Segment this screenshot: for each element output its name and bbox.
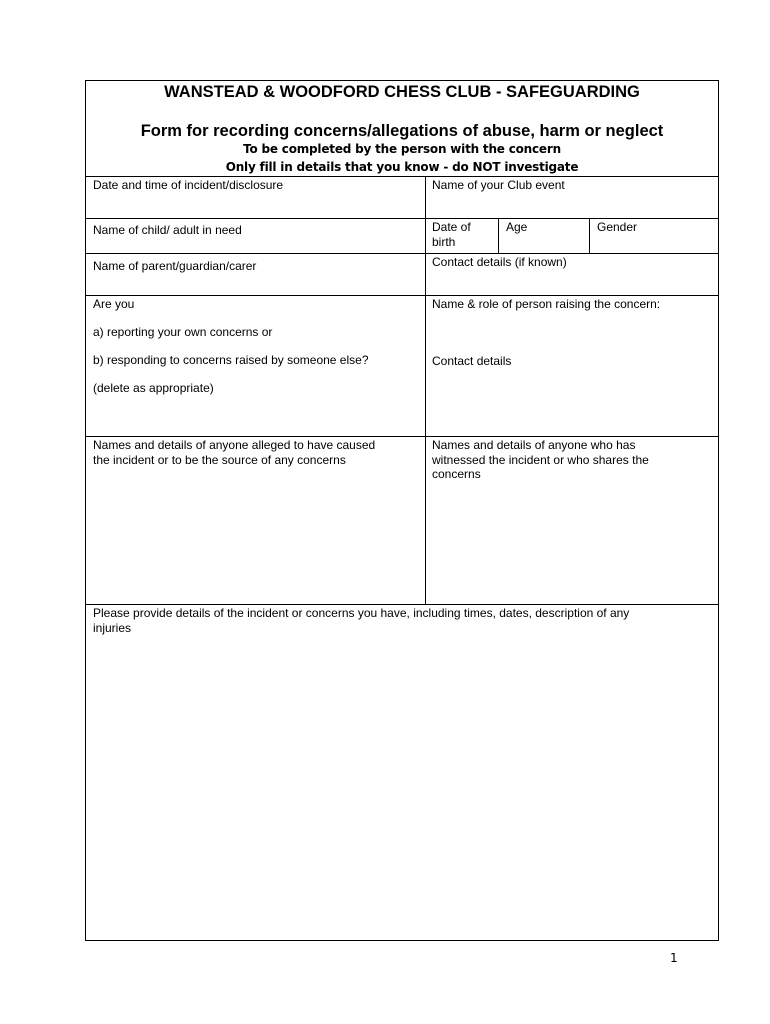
details-label-line1: Please provide details of the incident or concerns you have, including times, dates, description of any [93,606,630,620]
form-subtitle: Form for recording concerns/allegations of abuse, harm or neglect [140,122,664,140]
row-divider [86,253,718,254]
column-divider [498,218,499,253]
column-divider [589,218,590,253]
raiser-contact-field[interactable]: Contact details [432,354,512,368]
details-label-line2: injuries [93,620,132,635]
dob-label-line2: birth [432,234,456,249]
are-you-label: Are you [93,297,135,311]
parent-name-field[interactable]: Name of parent/guardian/carer [93,259,257,273]
instruction-do-not-investigate: Only fill in details that you know - do NOT investigate [225,160,579,174]
option-others-concerns[interactable]: b) responding to concerns raised by someone else? [93,353,369,367]
dob-label-line1: Date of [432,220,471,234]
safeguarding-form [85,80,719,941]
alleged-label-line2: the incident or to be the source of any concerns [93,452,346,467]
form-title: WANSTEAD & WOODFORD CHESS CLUB - SAFEGUARDING [164,83,640,101]
raiser-name-role-field[interactable]: Name & role of person raising the concern: [432,297,661,311]
witness-label-line1: Names and details of anyone who has [432,438,636,452]
club-event-field[interactable]: Name of your Club event [432,178,565,192]
witnesses-field[interactable] [432,438,649,482]
instruction-completed-by: To be completed by the person with the concern [243,142,561,156]
row-divider [86,176,718,177]
incident-details-field[interactable] [93,606,629,635]
child-name-field[interactable]: Name of child/ adult in need [93,223,242,237]
column-divider [425,176,426,604]
alleged-persons-field[interactable] [93,438,375,467]
gender-field[interactable]: Gender [597,220,638,234]
dob-field[interactable] [432,220,471,249]
row-divider [86,604,718,605]
row-divider [86,295,718,296]
contact-known-field[interactable]: Contact details (if known) [432,255,567,269]
delete-note: (delete as appropriate) [93,381,214,395]
page-number: 1 [670,951,678,965]
row-divider [86,218,718,219]
date-time-field[interactable]: Date and time of incident/disclosure [93,178,284,192]
witness-label-line3: concerns [432,467,481,481]
alleged-label-line1: Names and details of anyone alleged to have caused [93,438,376,452]
option-own-concerns[interactable]: a) reporting your own concerns or [93,325,273,339]
row-divider [86,436,718,437]
witness-label-line2: witnessed the incident or who shares the [432,452,649,467]
age-field[interactable]: Age [506,220,528,234]
